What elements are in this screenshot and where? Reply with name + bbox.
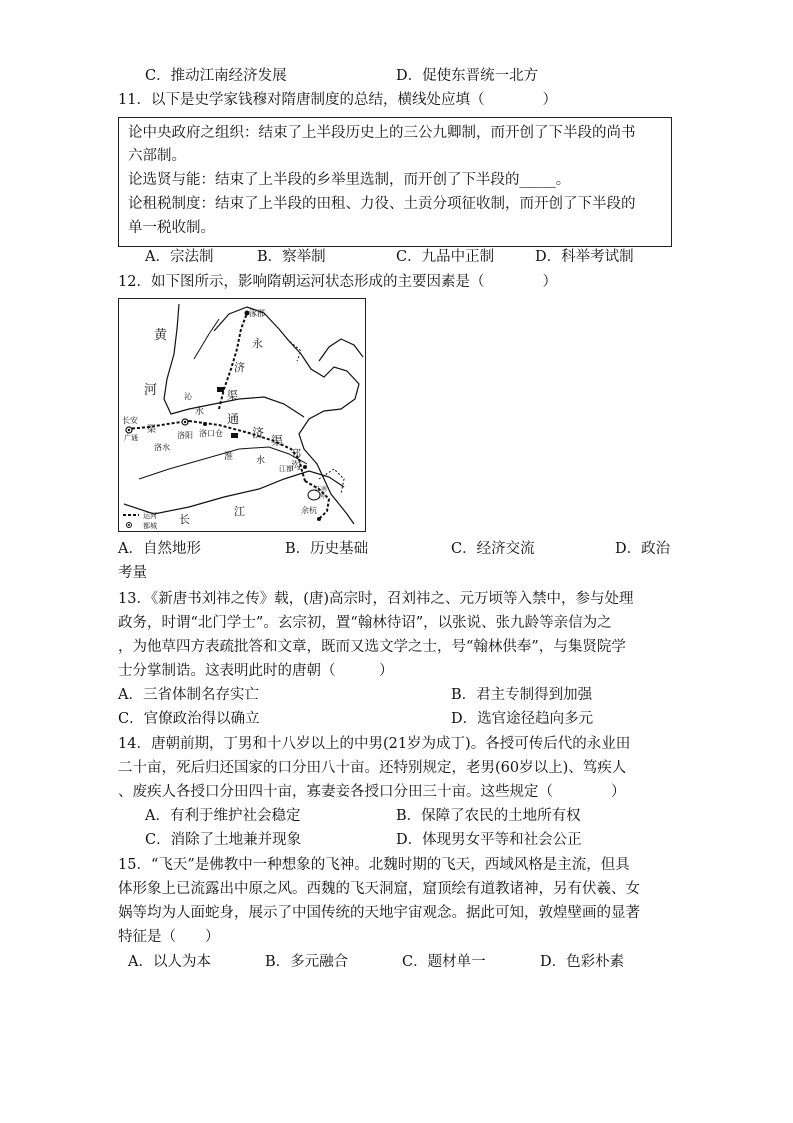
map-svg bbox=[119, 299, 365, 531]
q11-quote-box bbox=[118, 117, 672, 247]
q10-option-c[interactable]: C．推动江南经济发展 bbox=[145, 68, 287, 84]
map-label-changan: 长安 bbox=[122, 416, 138, 425]
city-jiangdu bbox=[303, 465, 307, 469]
map-label-ji: 济 bbox=[234, 361, 245, 374]
q12-option-d[interactable]: D．政治 bbox=[615, 541, 671, 557]
q13-stem-line: 士分掌制诰。这表明此时的唐朝（ ） bbox=[118, 663, 394, 679]
q15-option-a[interactable]: A．以人为本 bbox=[128, 954, 211, 970]
map-label-jiangnan: 江南 bbox=[315, 486, 328, 493]
sui-canal-map bbox=[118, 298, 366, 532]
q11-box-line: 论中央政府之组织：结束了上半段历史上的三公九卿制，而开创了下半段的尚书 bbox=[128, 125, 636, 141]
map-label-luokoucang: 洛口仓 bbox=[199, 429, 223, 438]
map-label-zhuojun: 涿郡 bbox=[249, 309, 265, 318]
map-label-yong: 永 bbox=[252, 337, 263, 350]
q13-option-a[interactable]: A．三省体制名存实亡 bbox=[118, 687, 259, 703]
granary-icon bbox=[217, 387, 224, 392]
q11-option-b[interactable]: B．察举制 bbox=[257, 249, 326, 265]
coast-dashed bbox=[287, 339, 301, 361]
q15-option-b[interactable]: B．多元融合 bbox=[265, 954, 349, 970]
q14-stem-line: 二十亩，死后归还国家的口分田八十亩。还特别规定，老男(60岁以上)、笃疾人 bbox=[118, 760, 627, 776]
q13-option-b[interactable]: B．君主专制得到加强 bbox=[451, 687, 593, 703]
map-label-tong: 通 bbox=[227, 412, 240, 426]
map-label-guangtong: 广通 bbox=[124, 434, 138, 442]
q14-stem-line: 14．唐朝前期，丁男和十八岁以上的中男(21岁为成丁)。各授可传后代的永业田 bbox=[118, 736, 631, 752]
map-label-han: 邗 bbox=[291, 449, 301, 460]
map-label-chang: 长 bbox=[179, 513, 190, 526]
map-label-ji2: 济 bbox=[252, 426, 265, 440]
q13-stem-line: ，为他草四方表疏批答和文章，既而又选文学之士，号“翰林供奉”，与集贤院学 bbox=[118, 639, 626, 655]
q15-stem-line: 体形象上已流露出中原之风。西魏的飞天洞窟，窟顶绘有道教诸神，另有伏羲、女 bbox=[118, 881, 640, 897]
city-yuhang bbox=[317, 517, 321, 521]
map-label-huang: 黄 bbox=[154, 328, 168, 343]
q13-option-d[interactable]: D．选官途径趋向多元 bbox=[451, 711, 594, 727]
q10-option-d[interactable]: D．促使东晋统一北方 bbox=[396, 68, 539, 84]
q15-stem-line: 特征是（ ） bbox=[118, 929, 220, 945]
q12-stem: 12．如下图所示，影响隋朝运河状态形成的主要因素是（ ） bbox=[118, 274, 557, 290]
legend-canal-label: 运河 bbox=[143, 512, 157, 520]
q15-option-d[interactable]: D．色彩朴素 bbox=[540, 954, 625, 970]
q13-option-c[interactable]: C．官僚政治得以确立 bbox=[118, 711, 260, 727]
map-label-qu2: 渠 bbox=[271, 434, 284, 448]
q14-option-b[interactable]: B．保障了农民的土地所有权 bbox=[396, 808, 581, 824]
map-label-yuhang: 余杭 bbox=[301, 506, 317, 515]
q13-stem-line: 政务，时谓“北门学士”。玄宗初，置“翰林待诏”，以张说、张九龄等亲信为之 bbox=[118, 615, 612, 631]
map-label-jiang: 江 bbox=[234, 505, 245, 518]
legend-city-label: 都城 bbox=[143, 522, 157, 530]
q12-option-b[interactable]: B．历史基础 bbox=[285, 541, 369, 557]
map-label-shui: 水 bbox=[195, 407, 205, 417]
map-label-guangtong-qu: 渠 bbox=[147, 425, 157, 435]
map-label-jiangdu: 江都 bbox=[279, 465, 293, 473]
map-label-qu: 渠 bbox=[227, 389, 238, 402]
map-label-luoshui: 洛水 bbox=[154, 443, 170, 452]
q12-option-a[interactable]: A．自然地形 bbox=[118, 541, 201, 557]
map-label-luoyang: 洛阳 bbox=[177, 431, 193, 440]
q11-box-line: 论租税制度：结束了上半段的田租、力役、土贡分项征收制，而开创了下半段的 bbox=[128, 196, 636, 212]
q11-box-line: 六部制。 bbox=[128, 148, 186, 164]
q11-option-c[interactable]: C．九品中正制 bbox=[396, 249, 495, 265]
map-label-huai: 淮 bbox=[224, 452, 234, 462]
q15-stem-line: 娲等均为人面蛇身，展示了中国传统的天地宇宙观念。据此可知，敦煌壁画的显著 bbox=[118, 905, 640, 921]
city-luokoucang bbox=[203, 422, 207, 426]
map-label-qin: 沁 bbox=[184, 392, 192, 401]
q11-option-d[interactable]: D．科举考试制 bbox=[535, 249, 634, 265]
map-label-shui2: 水 bbox=[256, 456, 266, 466]
upper-river bbox=[194, 319, 219, 359]
q14-option-a[interactable]: A．有利于维护社会稳定 bbox=[145, 808, 301, 824]
peninsula bbox=[319, 339, 363, 361]
map-label-he2: 河 bbox=[319, 493, 326, 500]
q11-box-line: 单一税收制。 bbox=[128, 220, 215, 236]
q11-stem: 11．以下是史学家钱穆对隋唐制度的总结，横线处应填（ ） bbox=[118, 92, 557, 108]
q12-option-c[interactable]: C．经济交流 bbox=[451, 541, 535, 557]
q14-option-c[interactable]: C．消除了土地兼并现象 bbox=[145, 832, 302, 848]
granary-icon bbox=[231, 433, 238, 438]
q15-stem-line: 15．“飞天”是佛教中一种想象的飞神。北魏时期的飞天，西域风格是主流，但具 bbox=[118, 857, 630, 873]
q12-option-d-wrap: 考量 bbox=[118, 565, 147, 581]
q11-option-a[interactable]: A．宗法制 bbox=[145, 249, 214, 265]
q13-stem-line: 13．《新唐书刘祎之传》载，(唐)高宗时，召刘祎之、元万顷等入禁中，参与处理 bbox=[118, 591, 634, 607]
q14-option-d[interactable]: D．体现男女平等和社会公正 bbox=[396, 832, 582, 848]
map-label-gou: 沟 bbox=[291, 461, 301, 472]
q11-box-line: 论选贤与能：结束了上半段的乡举里选制，而开创了下半段的_____。 bbox=[128, 172, 571, 188]
map-label-he: 河 bbox=[144, 383, 158, 398]
q15-option-c[interactable]: C．题材单一 bbox=[402, 954, 486, 970]
q14-stem-line: 、废疾人各授口分田四十亩，寡妻妾各授口分田三十亩。这些规定（ ） bbox=[118, 784, 626, 800]
